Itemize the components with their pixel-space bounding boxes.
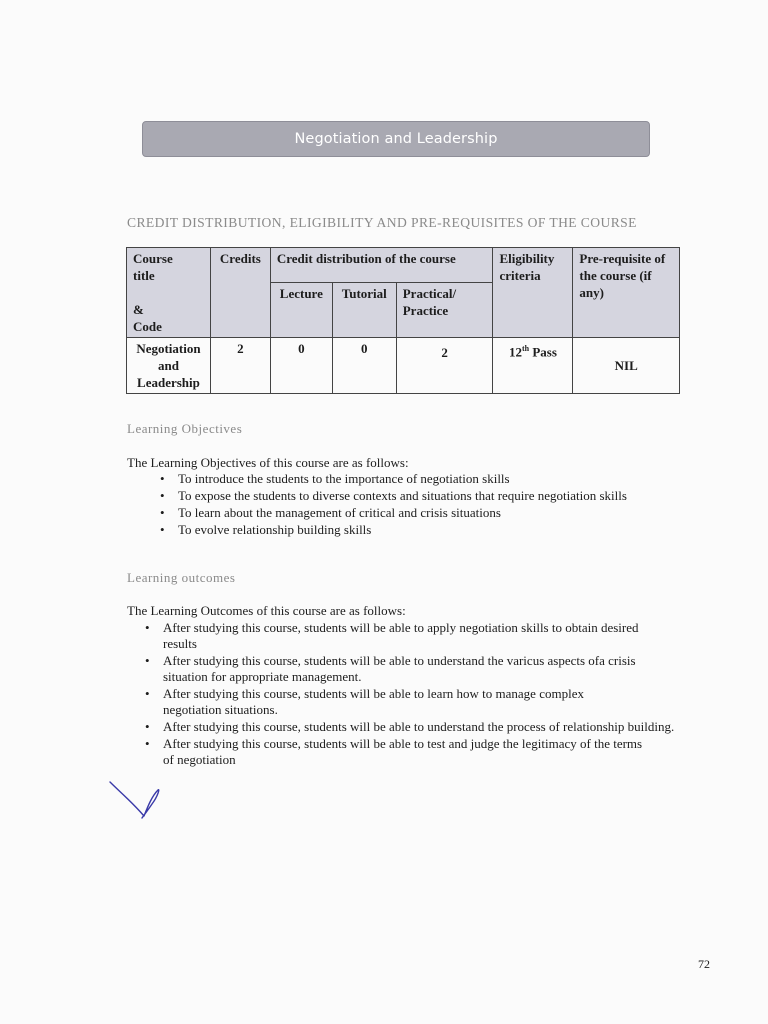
objectives-intro: The Learning Objectives of this course are as follows:	[127, 455, 409, 470]
header-lecture: Lecture	[270, 283, 332, 338]
learning-objectives-heading: Learning Objectives	[127, 421, 243, 436]
table-header-row	[127, 248, 680, 283]
section-heading: CREDIT DISTRIBUTION, ELIGIBILITY AND PRE-REQUISITES OF THE COURSE	[127, 215, 637, 230]
banner-title: Negotiation and Leadership	[294, 131, 498, 147]
row-tutorial: 0	[332, 338, 396, 394]
header-course-title: Course title & Code	[127, 248, 211, 338]
list-item: • After studying this course, students will be able to apply negotiation skills to obtain desired results	[145, 620, 653, 652]
table-row	[127, 338, 680, 394]
credit-distribution-table	[126, 247, 680, 394]
header-credit-distribution: Credit distribution of the course	[270, 248, 493, 283]
objectives-list	[160, 471, 660, 539]
header-credits: Credits	[210, 248, 270, 338]
list-item: • To introduce the students to the importance of negotiation skills	[160, 471, 660, 487]
page-number: 72	[698, 957, 710, 971]
list-item: • After studying this course, students will be able to understand the process of relationship building.	[145, 719, 703, 735]
signature-mark	[108, 778, 168, 822]
list-item: • After studying this course, students will be able to test and judge the legitimacy of the terms of negotiation	[145, 736, 643, 768]
header-prerequisite: Pre-requisite of the course (if any)	[573, 248, 680, 338]
header-tutorial: Tutorial	[332, 283, 396, 338]
list-item: • After studying this course, students will be able to learn how to manage complex negotiation situations.	[145, 686, 641, 718]
list-item: • To learn about the management of critical and crisis situations	[160, 505, 660, 521]
header-practical: Practical/ Practice	[396, 283, 493, 338]
row-course: Negotiation and Leadership	[127, 338, 211, 394]
row-eligibility: 12th Pass	[493, 338, 573, 394]
header-eligibility: Eligibility criteria	[493, 248, 573, 338]
row-lecture: 0	[270, 338, 332, 394]
list-item: • To evolve relationship building skills	[160, 522, 660, 538]
row-practical: 2	[396, 338, 493, 394]
list-item: • To expose the students to diverse contexts and situations that require negotiation skills	[160, 488, 648, 504]
list-item: • After studying this course, students will be able to understand the varicus aspects ofa crisis situation for appropriate management.	[145, 653, 663, 685]
learning-outcomes-heading: Learning outcomes	[127, 570, 236, 585]
course-title-banner	[142, 121, 650, 157]
row-credits: 2	[210, 338, 270, 394]
row-prerequisite: NIL	[573, 338, 680, 394]
outcomes-intro: The Learning Outcomes of this course are as follows:	[127, 603, 406, 618]
outcomes-list	[145, 620, 685, 769]
